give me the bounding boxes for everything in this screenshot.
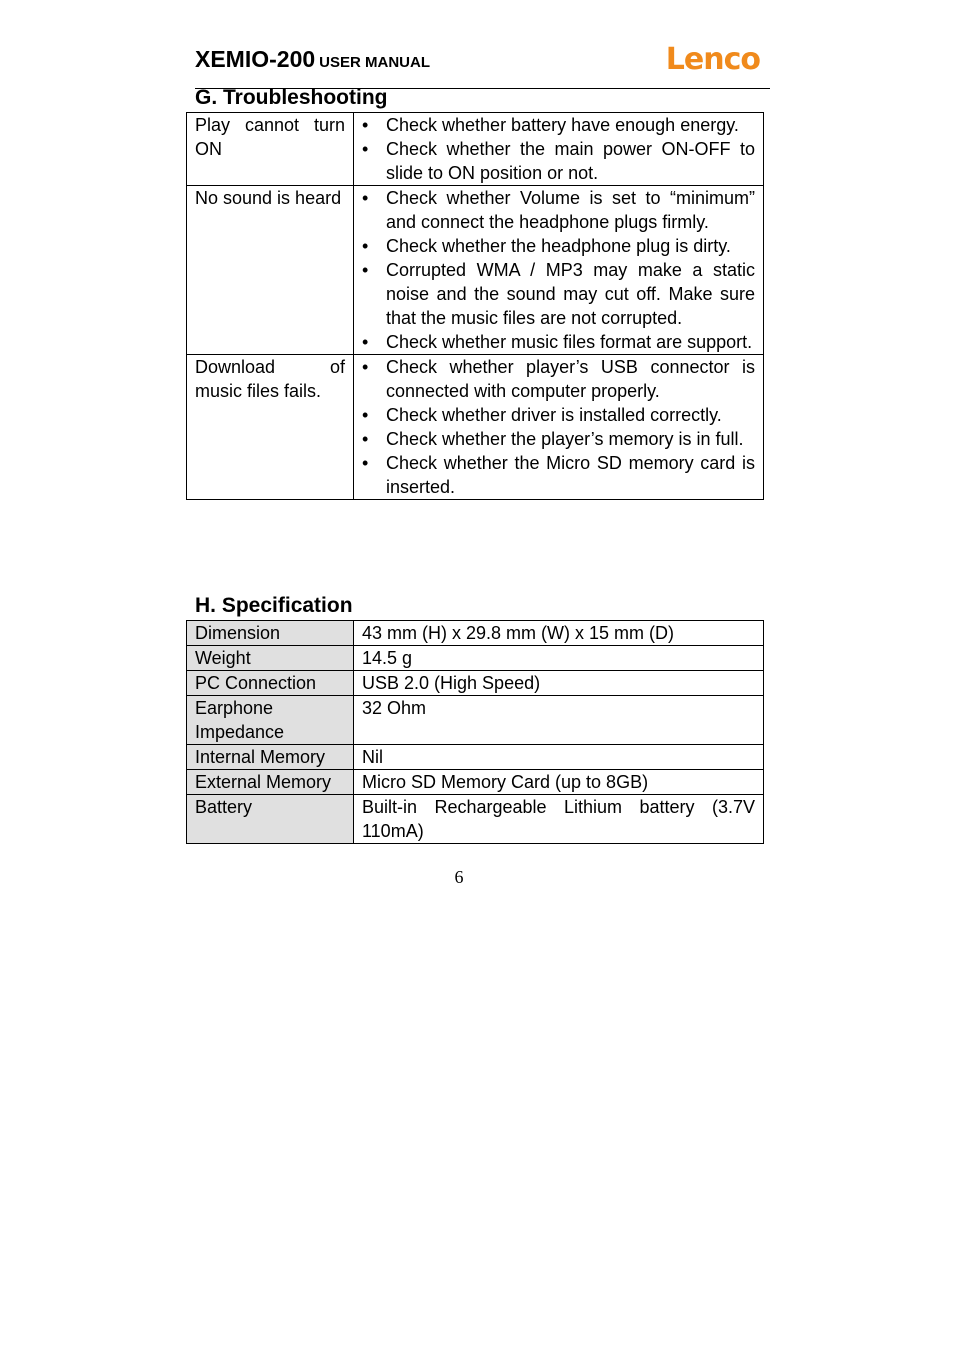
spec-value: Micro SD Memory Card (up to 8GB) <box>354 770 764 795</box>
solution-text: Check whether battery have enough energy. <box>386 115 739 135</box>
troubleshooting-title: G. Troubleshooting <box>195 86 388 109</box>
solution-item <box>362 403 755 427</box>
bullet-icon: • <box>362 139 369 159</box>
solution-item <box>362 258 755 330</box>
solution-text: Check whether Volume is set to “minimum” and connect the headphone plugs firmly. <box>386 188 755 232</box>
spec-value: 32 Ohm <box>354 696 764 745</box>
solution-text: Corrupted WMA / MP3 may make a static noise and the sound may cut off. Make sure that the music files are not corrupted. <box>386 260 755 328</box>
solution-item <box>362 355 755 403</box>
spec-row <box>187 646 764 671</box>
page-number: 6 <box>454 867 464 887</box>
spec-row <box>187 770 764 795</box>
issue-cell: Play cannot turn ON <box>187 113 354 186</box>
solution-item <box>362 451 755 499</box>
solution-text: Check whether music files format are support. <box>386 332 753 352</box>
bullet-icon: • <box>362 405 369 425</box>
lenco-logo: Lenco <box>665 42 760 77</box>
spec-row <box>187 795 764 844</box>
solution-text: Check whether the Micro SD memory card is inserted. <box>386 453 755 497</box>
spec-row <box>187 696 764 745</box>
solution-list <box>362 113 755 185</box>
solution-list <box>362 355 755 499</box>
troubleshooting-row <box>187 355 764 500</box>
manual-label: USER MANUAL <box>319 54 430 71</box>
solutions-cell <box>354 355 764 500</box>
bullet-icon: • <box>362 453 369 473</box>
spec-value: 43 mm (H) x 29.8 mm (W) x 15 mm (D) <box>354 621 764 646</box>
spec-row <box>187 621 764 646</box>
spec-row <box>187 671 764 696</box>
spec-label: Dimension <box>187 621 354 646</box>
solution-item <box>362 234 755 258</box>
solution-text: Check whether the player’s memory is in full. <box>386 429 744 449</box>
solution-item <box>362 137 755 185</box>
troubleshooting-row <box>187 186 764 355</box>
solutions-cell <box>354 186 764 355</box>
issue-cell: No sound is heard <box>187 186 354 355</box>
solution-item <box>362 113 755 137</box>
spec-label: PC Connection <box>187 671 354 696</box>
issue-cell: Download of music files fails. <box>187 355 354 500</box>
solution-text: Check whether driver is installed correctly. <box>386 405 722 425</box>
bullet-icon: • <box>362 115 369 135</box>
spec-label: Weight <box>187 646 354 671</box>
spec-row <box>187 745 764 770</box>
spec-value: USB 2.0 (High Speed) <box>354 671 764 696</box>
bullet-icon: • <box>362 188 369 208</box>
specification-body <box>187 621 764 844</box>
model-name: XEMIO-200 <box>195 46 316 72</box>
troubleshooting-body <box>187 113 764 500</box>
spec-value: 14.5 g <box>354 646 764 671</box>
spec-label: Earphone Impedance <box>187 696 354 745</box>
specification-table <box>186 620 764 844</box>
bullet-icon: • <box>362 357 369 377</box>
solution-text: Check whether the headphone plug is dirty. <box>386 236 731 256</box>
troubleshooting-table <box>186 112 764 500</box>
bullet-icon: • <box>362 260 369 280</box>
document-title <box>195 46 430 73</box>
spec-label: External Memory <box>187 770 354 795</box>
spec-label: Battery <box>187 795 354 844</box>
bullet-icon: • <box>362 236 369 256</box>
solution-list <box>362 186 755 354</box>
solution-text: Check whether player’s USB connector is connected with computer properly. <box>386 357 755 401</box>
bullet-icon: • <box>362 332 369 352</box>
solution-item <box>362 427 755 451</box>
spec-value: Nil <box>354 745 764 770</box>
page-header <box>195 44 770 89</box>
solution-item <box>362 330 755 354</box>
spec-label: Internal Memory <box>187 745 354 770</box>
bullet-icon: • <box>362 429 369 449</box>
troubleshooting-row <box>187 113 764 186</box>
solution-item <box>362 186 755 234</box>
spec-value: Built-in Rechargeable Lithium battery (3.7V 110mA) <box>354 795 764 844</box>
solution-text: Check whether the main power ON-OFF to slide to ON position or not. <box>386 139 755 183</box>
solutions-cell <box>354 113 764 186</box>
specification-title: H. Specification <box>195 594 353 617</box>
